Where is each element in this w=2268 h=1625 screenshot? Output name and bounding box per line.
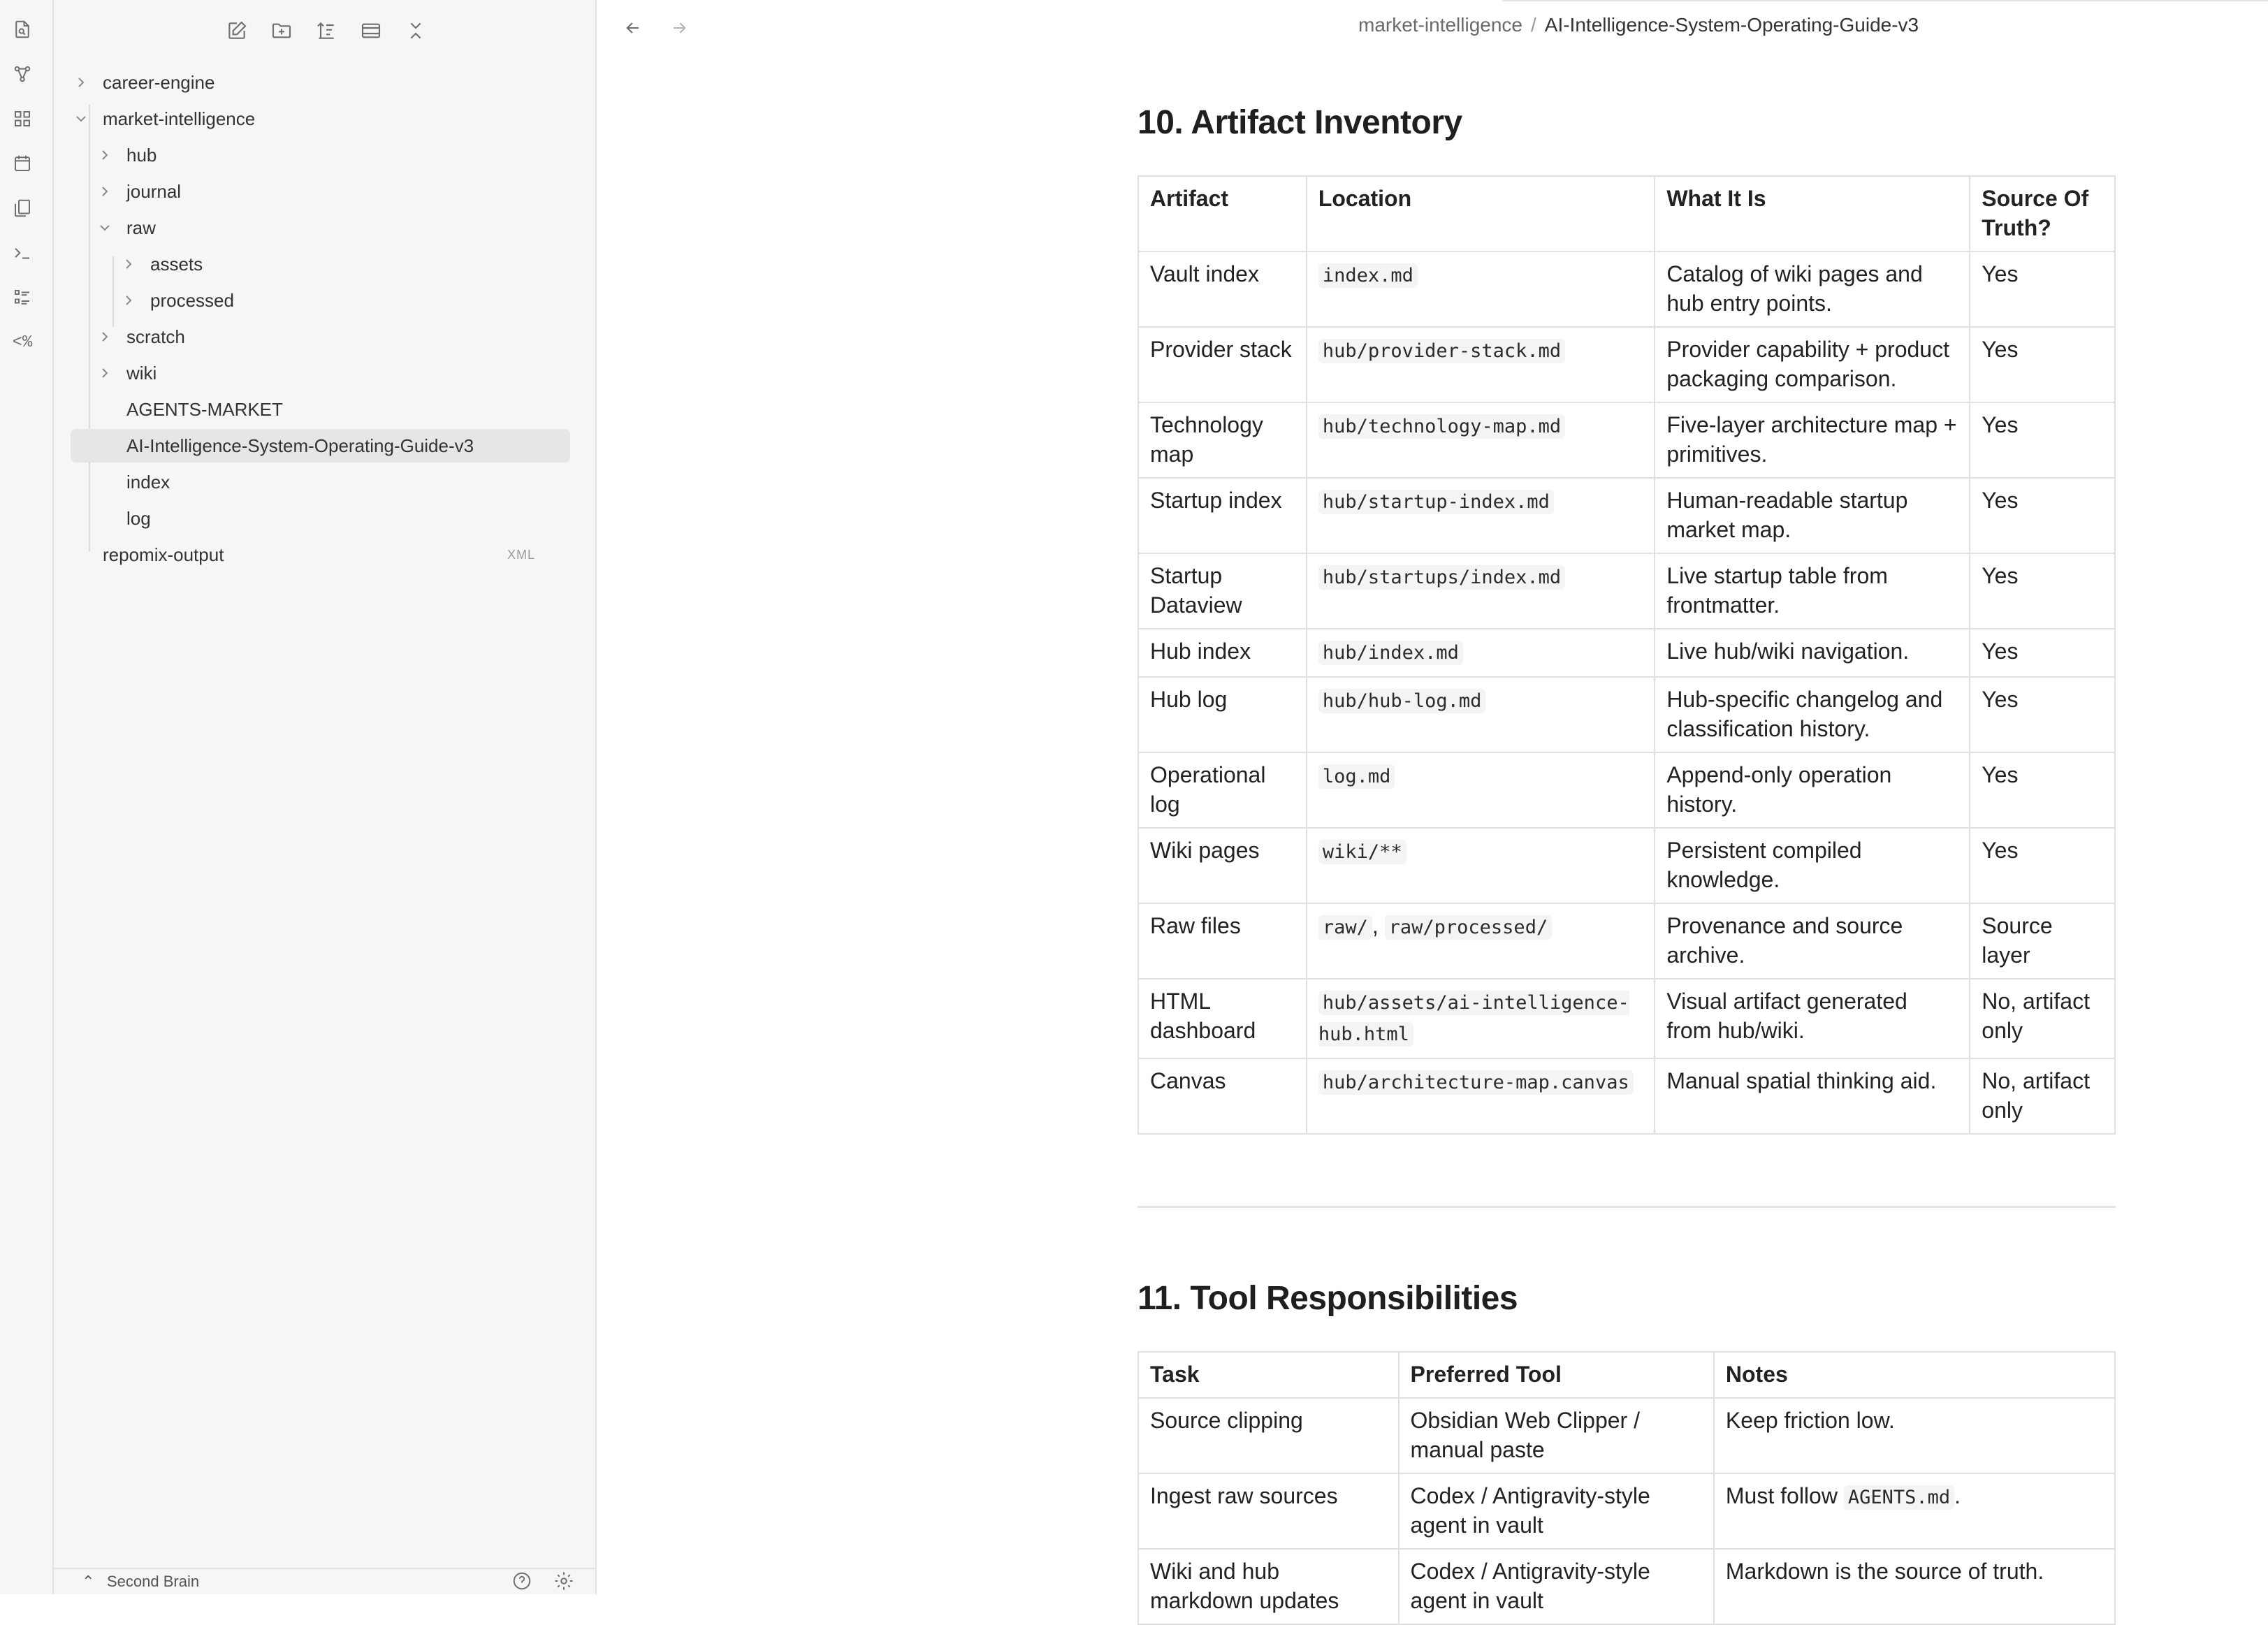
description-cell: Catalog of wiki pages and hub entry points.	[1655, 252, 1970, 327]
preferred-tool-cell: Codex / Antigravity-style agent in vault	[1399, 1549, 1714, 1624]
location-cell	[1307, 478, 1655, 553]
back-arrow-icon[interactable]	[619, 14, 647, 42]
section-heading-tool-responsibilities: 11. Tool Responsibilities	[1137, 1280, 1518, 1317]
breadcrumb-current[interactable]: AI-Intelligence-System-Operating-Guide-v3	[1544, 14, 1919, 36]
column-header: Notes	[1714, 1352, 2115, 1398]
description-cell: Visual artifact generated from hub/wiki.	[1655, 979, 1970, 1058]
description-cell: Manual spatial thinking aid.	[1655, 1058, 1970, 1134]
chevron-right-icon	[118, 284, 139, 317]
source-of-truth-cell: Yes	[1970, 752, 2115, 828]
tree-item-label: AGENTS-MARKET	[126, 399, 283, 420]
notes-cell	[1714, 1473, 2115, 1549]
description-cell: Hub-specific changelog and classification history.	[1655, 677, 1970, 752]
tree-folder-market-intelligence[interactable]	[71, 102, 570, 136]
breadcrumb-parent[interactable]: market-intelligence	[1358, 14, 1522, 36]
tree-item-label: raw	[126, 217, 156, 238]
table-row	[1138, 478, 2115, 553]
source-of-truth-cell: Yes	[1970, 327, 2115, 402]
header-divider	[1502, 0, 2268, 1]
graph-view-icon[interactable]	[10, 61, 35, 87]
table-row	[1138, 553, 2115, 629]
column-header: Preferred Tool	[1399, 1352, 1714, 1398]
inline-code-path: hub/assets/ai-intelligence-hub.html	[1318, 992, 1629, 1045]
location-cell	[1307, 903, 1655, 979]
location-cell	[1307, 828, 1655, 903]
chevron-up-down-icon: ⌃	[82, 1573, 95, 1590]
tree-file-log[interactable]	[94, 502, 570, 535]
artifact-cell: Hub log	[1138, 677, 1307, 752]
artifact-cell: Vault index	[1138, 252, 1307, 327]
breadcrumb	[1358, 14, 1919, 36]
tree-item-label: career-engine	[103, 72, 215, 93]
table-row	[1138, 1398, 2115, 1473]
tree-item-label: wiki	[126, 363, 157, 384]
tree-item-label: market-intelligence	[103, 108, 256, 129]
chevron-right-icon	[94, 356, 115, 390]
document-body	[1137, 98, 2116, 1625]
file-explorer-sidebar	[54, 0, 597, 1594]
inline-code-path: hub/provider-stack.md	[1318, 339, 1565, 363]
location-cell	[1307, 1058, 1655, 1134]
open-quick-switcher-icon[interactable]	[10, 17, 35, 42]
artifact-cell: Wiki pages	[1138, 828, 1307, 903]
source-of-truth-cell: Yes	[1970, 478, 2115, 553]
inline-code-path: log.md	[1318, 764, 1395, 789]
chevron-down-icon	[71, 102, 92, 136]
tree-folder-raw[interactable]	[94, 211, 570, 245]
settings-gear-icon[interactable]	[553, 1571, 574, 1594]
auto-reveal-icon[interactable]	[357, 17, 385, 45]
source-of-truth-cell: Yes	[1970, 629, 2115, 677]
inline-code-path: hub/startup-index.md	[1318, 490, 1554, 514]
artifact-cell: Raw files	[1138, 903, 1307, 979]
location-cell	[1307, 553, 1655, 629]
tree-item-label: log	[126, 508, 151, 529]
table-row	[1138, 903, 2115, 979]
editor-header	[597, 0, 2268, 56]
inline-code-path: hub/index.md	[1318, 641, 1463, 665]
location-cell	[1307, 327, 1655, 402]
column-header: Artifact	[1138, 176, 1307, 252]
table-row	[1138, 327, 2115, 402]
column-header: What It Is	[1655, 176, 1970, 252]
tree-item-label: scratch	[126, 326, 185, 347]
tree-indent-guide	[89, 105, 90, 552]
artifact-cell: Canvas	[1138, 1058, 1307, 1134]
preferred-tool-cell: Codex / Antigravity-style agent in vault	[1399, 1473, 1714, 1549]
task-cell: Source clipping	[1138, 1398, 1399, 1473]
collapse-all-icon[interactable]	[402, 17, 430, 45]
source-of-truth-cell: No, artifact only	[1970, 979, 2115, 1058]
source-of-truth-cell: Yes	[1970, 402, 2115, 478]
tree-file-operating-guide-active[interactable]	[71, 429, 570, 462]
artifact-cell: Technology map	[1138, 402, 1307, 478]
vault-name: Second Brain	[107, 1573, 200, 1590]
tree-file-agents-market[interactable]	[94, 393, 570, 426]
description-cell: Live hub/wiki navigation.	[1655, 629, 1970, 677]
notes-tail: .	[1954, 1483, 1961, 1508]
source-of-truth-cell: Yes	[1970, 677, 2115, 752]
canvas-icon[interactable]	[10, 106, 35, 131]
notes-cell	[1714, 1398, 2115, 1473]
artifact-cell: HTML dashboard	[1138, 979, 1307, 1058]
vault-switcher[interactable]	[54, 1568, 595, 1594]
new-note-icon[interactable]	[223, 17, 251, 45]
chevron-right-icon	[94, 175, 115, 208]
location-cell	[1307, 752, 1655, 828]
description-cell: Human-readable startup market map.	[1655, 478, 1970, 553]
table-row	[1138, 402, 2115, 478]
location-cell	[1307, 252, 1655, 327]
tree-item-label: processed	[150, 290, 234, 311]
column-header: Task	[1138, 1352, 1399, 1398]
inline-code-path: hub/architecture-map.canvas	[1318, 1070, 1634, 1095]
preferred-tool-cell: Obsidian Web Clipper / manual paste	[1399, 1398, 1714, 1473]
table-row	[1138, 1473, 2115, 1549]
chevron-right-icon	[118, 247, 139, 281]
section-heading-artifact-inventory: 10. Artifact Inventory	[1137, 104, 1462, 141]
source-of-truth-cell: Yes	[1970, 828, 2115, 903]
inline-code-path: index.md	[1318, 263, 1418, 288]
tree-item-label: assets	[150, 254, 203, 275]
location-cell	[1307, 677, 1655, 752]
table-row	[1138, 677, 2115, 752]
table-row	[1138, 252, 2115, 327]
left-ribbon	[0, 0, 54, 1594]
tree-folder-journal[interactable]	[94, 175, 570, 208]
command-palette-icon[interactable]	[10, 240, 35, 265]
table-row	[1138, 979, 2115, 1058]
table-header-row	[1138, 176, 2115, 252]
table-row	[1138, 1549, 2115, 1624]
description-cell: Persistent compiled knowledge.	[1655, 828, 1970, 903]
notes-text: Markdown is the source of truth.	[1725, 1559, 2044, 1584]
daily-note-icon[interactable]	[10, 151, 35, 176]
sort-icon[interactable]	[312, 17, 340, 45]
table-header-row	[1138, 1352, 2115, 1398]
description-cell: Live startup table from frontmatter.	[1655, 553, 1970, 629]
inline-code-path: wiki/**	[1318, 840, 1406, 864]
templates-icon[interactable]	[10, 196, 35, 221]
table-row	[1138, 752, 2115, 828]
notes-text: Must follow	[1725, 1483, 1838, 1508]
tree-item-label: hub	[126, 145, 157, 166]
chevron-right-icon	[94, 320, 115, 354]
inline-code-path: raw/processed/	[1385, 915, 1553, 940]
artifact-cell: Operational log	[1138, 752, 1307, 828]
breadcrumb-separator: /	[1531, 14, 1536, 36]
artifact-cell: Startup Dataview	[1138, 553, 1307, 629]
tree-folder-wiki[interactable]	[94, 356, 570, 390]
chevron-right-icon	[94, 138, 115, 172]
location-cell	[1307, 979, 1655, 1058]
inline-code-path: hub/hub-log.md	[1318, 689, 1486, 713]
artifact-cell: Startup index	[1138, 478, 1307, 553]
tree-folder-scratch[interactable]	[94, 320, 570, 354]
forward-arrow-icon[interactable]	[665, 14, 693, 42]
artifact-cell: Provider stack	[1138, 327, 1307, 402]
outline-icon[interactable]	[10, 285, 35, 310]
description-cell: Five-layer architecture map + primitives.	[1655, 402, 1970, 478]
location-cell	[1307, 629, 1655, 677]
source-of-truth-cell: No, artifact only	[1970, 1058, 2115, 1134]
tree-folder-hub[interactable]	[94, 138, 570, 172]
task-cell: Wiki and hub markdown updates	[1138, 1549, 1399, 1624]
description-cell: Provenance and source archive.	[1655, 903, 1970, 979]
table-row	[1138, 1058, 2115, 1134]
location-cell	[1307, 402, 1655, 478]
column-header: Location	[1307, 176, 1655, 252]
table-row	[1138, 629, 2115, 677]
file-explorer-toolbar	[54, 13, 595, 48]
inline-code-path: hub/startups/index.md	[1318, 565, 1565, 590]
tree-folder-assets[interactable]	[118, 247, 570, 281]
tree-indent-guide	[112, 256, 114, 327]
new-folder-icon[interactable]	[268, 17, 296, 45]
tree-folder-career-engine[interactable]	[71, 66, 570, 99]
task-cell: Ingest raw sources	[1138, 1473, 1399, 1549]
inline-code-filename: AGENTS.md	[1844, 1485, 1954, 1510]
table-row	[1138, 828, 2115, 903]
artifact-inventory-table	[1137, 175, 2116, 1135]
horizontal-rule	[1137, 1206, 2116, 1208]
tool-responsibilities-table	[1137, 1351, 2116, 1625]
source-of-truth-cell: Source layer	[1970, 903, 2115, 979]
description-cell: Provider capability + product packaging comparison.	[1655, 327, 1970, 402]
source-of-truth-cell: Yes	[1970, 553, 2115, 629]
help-icon[interactable]	[511, 1571, 532, 1594]
notes-text: Keep friction low.	[1725, 1408, 1895, 1433]
inline-code-path: raw/	[1318, 915, 1372, 940]
description-cell: Append-only operation history.	[1655, 752, 1970, 828]
file-extension-badge: XML	[507, 548, 535, 562]
tree-item-label: repomix-output	[103, 544, 224, 565]
tree-file-repomix-output[interactable]	[71, 538, 570, 571]
separator: ,	[1372, 913, 1385, 938]
tree-item-label: AI-Intelligence-System-Operating-Guide-v3	[126, 435, 474, 456]
chevron-right-icon	[71, 66, 92, 99]
tree-item-label: journal	[126, 181, 182, 202]
tree-folder-processed[interactable]	[118, 284, 570, 317]
notes-cell	[1714, 1549, 2115, 1624]
tree-item-label: index	[126, 472, 170, 493]
column-header: Source Of Truth?	[1970, 176, 2115, 252]
chevron-down-icon	[94, 211, 115, 245]
artifact-cell: Hub index	[1138, 629, 1307, 677]
templater-icon[interactable]: <%	[12, 333, 33, 352]
source-of-truth-cell: Yes	[1970, 252, 2115, 327]
inline-code-path: hub/technology-map.md	[1318, 414, 1565, 439]
tree-file-index[interactable]	[94, 465, 570, 499]
